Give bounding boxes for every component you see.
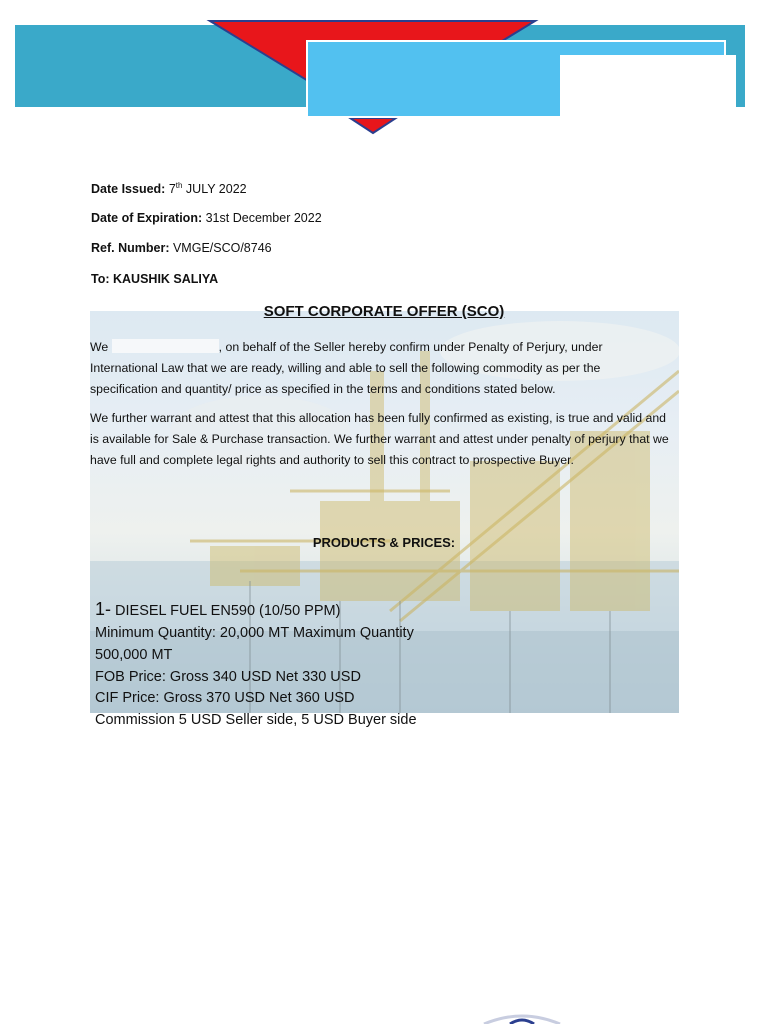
products-heading: PRODUCTS & PRICES: — [312, 535, 456, 550]
date-issued-label: Date Issued: — [91, 182, 166, 197]
paragraph-1-text: , on behalf of the Seller hereby confirm under Penalty of Perjury, under International Law that we are ready, willing and able to sell the following commodity as per the specification and quantity/ price as specified in the terms and conditions stated below. — [90, 340, 603, 396]
to-value: KAUSHIK SALIYA — [113, 272, 219, 286]
product-name: DIESEL FUEL EN590 (10/50 PPM) — [115, 603, 341, 619]
product-title — [95, 599, 340, 623]
date-issued-day: 7 — [168, 182, 176, 197]
header-red-chevron — [350, 118, 396, 133]
ref-label: Ref. Number: — [91, 241, 170, 255]
ref-value: VMGE/SCO/8746 — [172, 241, 272, 255]
product-fob-price: FOB Price: Gross 340 USD Net 330 USD — [95, 669, 361, 685]
paragraph-1-prefix: We — [90, 340, 109, 354]
date-of-expiration — [91, 211, 322, 225]
product-number: 1- — [95, 599, 112, 619]
document-title: SOFT CORPORATE OFFER (SCO) — [263, 303, 505, 320]
product-cif-price: CIF Price: Gross 370 USD Net 360 USD — [95, 690, 355, 706]
footer-logo-icon — [482, 1012, 562, 1024]
expiration-value: 31st December 2022 — [205, 211, 322, 225]
expiration-label: Date of Expiration: — [91, 211, 203, 225]
redacted-name — [112, 339, 219, 353]
date-issued — [91, 181, 247, 196]
to-label: To: — [91, 272, 110, 286]
paragraph-2: We further warrant and attest that this allocation has been fully confirmed as existing, is true and valid and is available for Sale & Purchase transaction. We further warrant and attest under penalty of perjury that we have full and complete legal rights and authority to sell this contract to prospective Buyer. — [90, 411, 669, 467]
date-issued-sup: th — [175, 181, 183, 190]
date-issued-rest: JULY 2022 — [182, 182, 247, 197]
product-quantity-line-1: Minimum Quantity: 20,000 MT Maximum Quantity — [95, 625, 414, 641]
product-commission: Commission 5 USD Seller side, 5 USD Buyer side — [95, 712, 417, 728]
header-white-block — [560, 55, 736, 117]
paragraph-1 — [90, 337, 670, 400]
product-quantity-line-2: 500,000 MT — [95, 647, 173, 663]
recipient — [91, 272, 218, 286]
ref-number — [91, 241, 272, 255]
